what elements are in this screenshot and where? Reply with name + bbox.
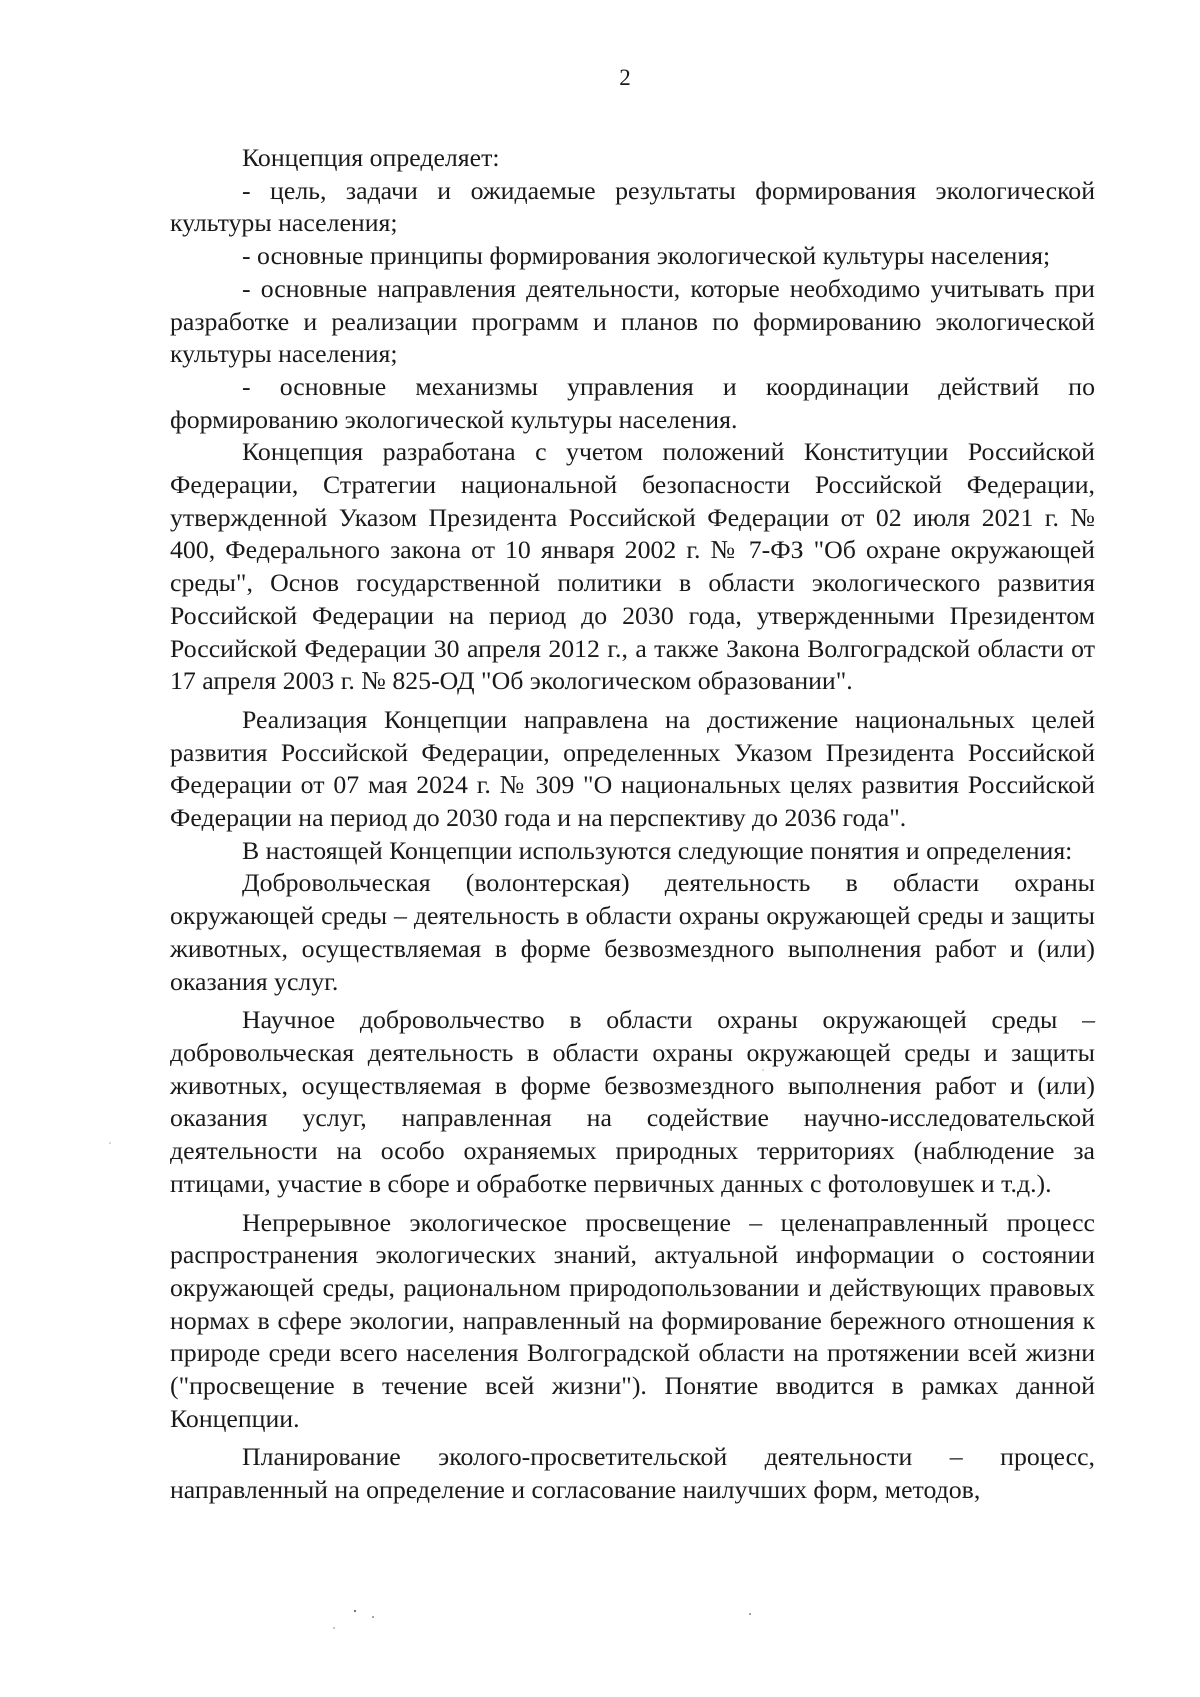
paragraph-intro: Концепция определяет: [242, 143, 500, 172]
paragraph-definitions-intro: В настоящей Концепции используются следующие понятия и определения: [242, 835, 1073, 865]
list-item-principles: - основные принципы формирования экологической культуры населения; [242, 241, 1051, 271]
list-item-goal: - цель, задачи и ожидаемые результаты формирования экологической культуры населения; [170, 175, 1095, 238]
definition-planning: Планирование эколого-просветительской деятельности – процесс, направленный на определение и согласование наилучших форм, методов, [170, 1442, 1095, 1505]
page-number: 2 [619, 65, 631, 90]
list-item-mechanisms: - основные механизмы управления и координации действий по формированию экологической культуры населения. [170, 371, 1095, 434]
document-body [170, 142, 1095, 1507]
definition-continuous-education: Непрерывное экологическое просвещение – целенаправленный процесс распространения экологических знаний, актуальной информации о состоянии окружающей среды, рациональном природопользовании и действующих правовых нормах в сфере экологии, направленный на формирование бережного отношения к природе среди всего населения Волгоградской области на протяжении всей жизни ("просвещение в течение всей жизни"). Понятие вводится в рамках данной Концепции. [170, 1207, 1095, 1433]
paragraph-legal-basis: Концепция разработана с учетом положений Конституции Российской Федерации, Стратегии национальной безопасности Российской Федерации, утвержденной Указом Президента Российской Федерации от 02 июля 2021 г. № 400, Федерального закона от 10 января 2002 г. № 7-ФЗ "Об охране окружающей среды", Основ государственной политики в области экологического развития Российской Федерации на период до 2030 года, утвержденными Президентом Российской Федерации 30 апреля 2012 г., а также Закона Волгоградской области от 17 апреля 2003 г. № 825-ОД "Об экологическом образовании". [170, 437, 1095, 696]
definition-scientific-volunteering: Научное добровольчество в области охраны окружающей среды – добровольческая деятельность в области охраны окружающей среды и защиты животных, осуществляемая в форме безвозмездного выполнения работ и (или) оказания услуг, направленная на содействие научно-исследовательской деятельности на особо охраняемых природных территориях (наблюдение за птицами, участие в сборе и обработке первичных данных с фотоловушек и т.д.). [170, 1005, 1095, 1198]
definition-volunteering: Добровольческая (волонтерская) деятельность в области охраны окружающей среды – деятельность в области охраны окружающей среды и защиты животных, осуществляемая в форме безвозмездного выполнения работ и (или) оказания услуг. [170, 868, 1095, 996]
paragraph-national-goals: Реализация Концепции направлена на достижение национальных целей развития Российской Федерации, определенных Указом Президента Российской Федерации от 07 мая 2024 г. № 309 "О национальных целях развития Российской Федерации на период до 2030 года и на перспективу до 2036 года". [170, 704, 1095, 833]
list-item-directions: - основные направления деятельности, которые необходимо учитывать при разработке и реализации программ и планов по формированию экологической культуры населения; [170, 273, 1095, 369]
